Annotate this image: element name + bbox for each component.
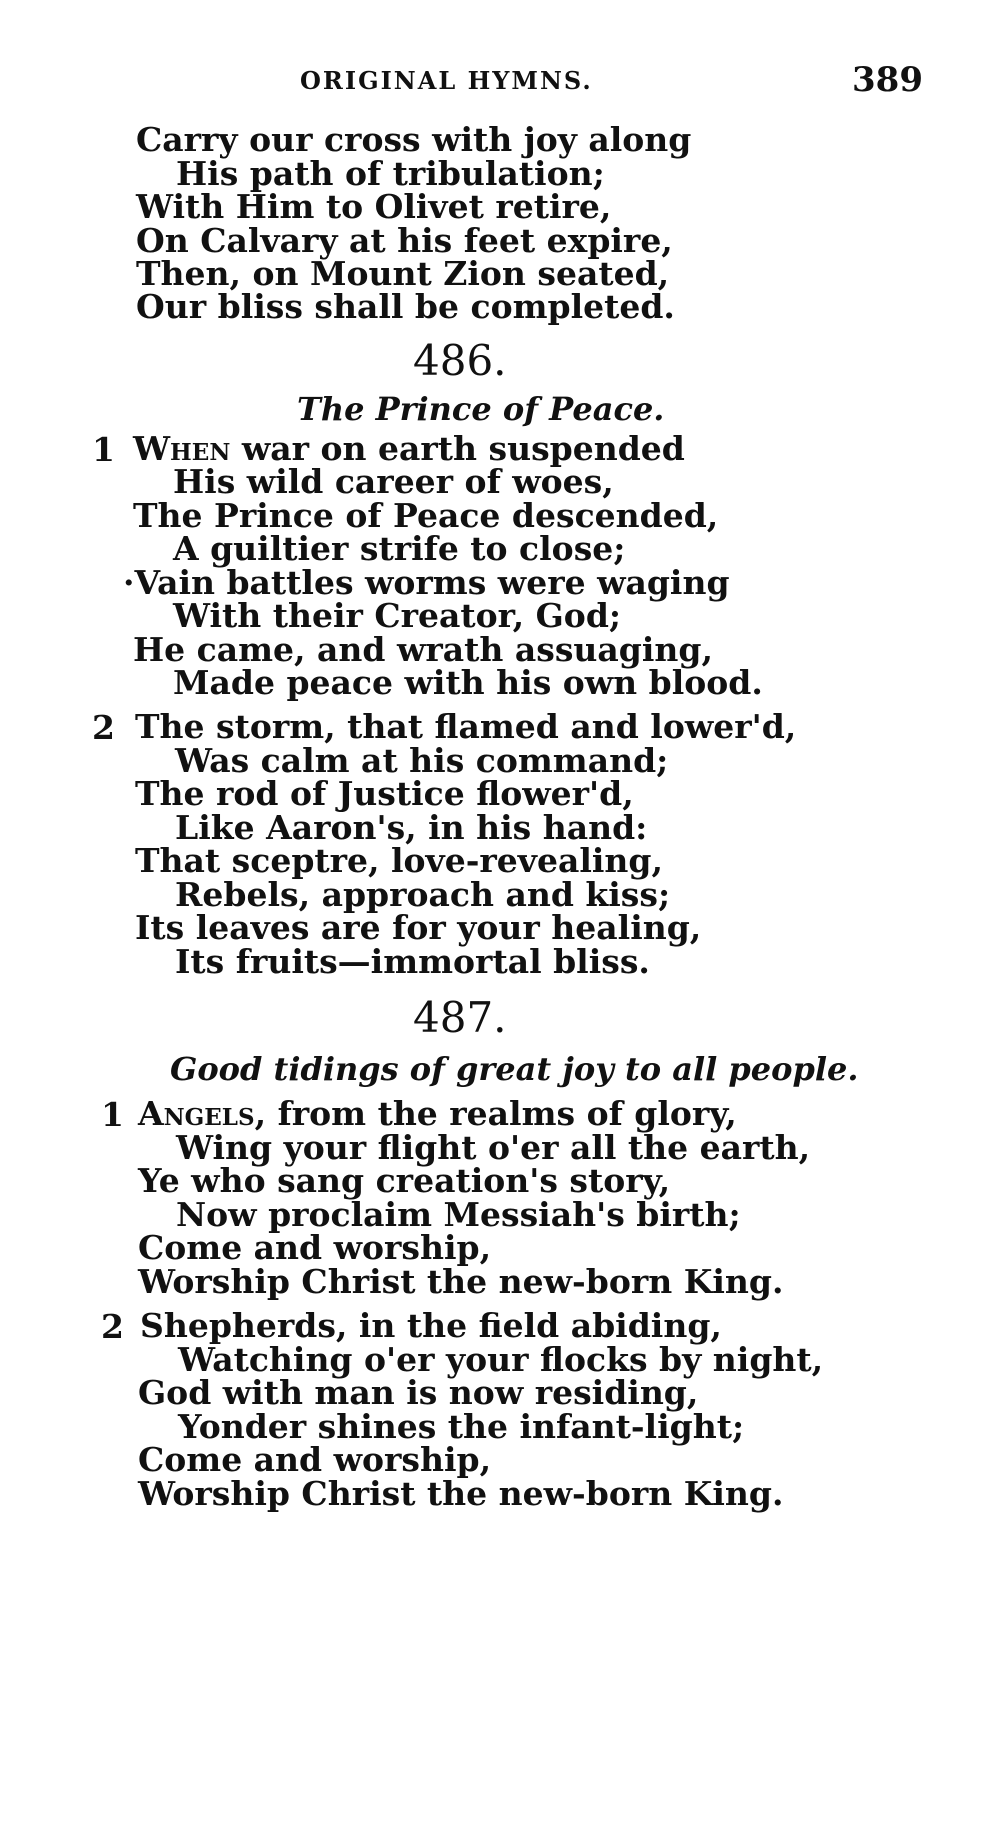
verse-line: Worship Christ the new-born King. <box>138 1262 784 1301</box>
verse-line: The rod of Justice flower'd, <box>135 774 634 813</box>
verse-line: Watching o'er your flocks by night, <box>178 1340 824 1379</box>
verse-line: The storm, that flamed and lower'd, <box>135 707 797 746</box>
hymn-number: 486. <box>413 336 507 385</box>
verse-line: His wild career of woes, <box>173 462 614 501</box>
verse-line: Its leaves are for your healing, <box>135 908 702 947</box>
verse-line: Yonder shines the infant-light; <box>178 1407 745 1446</box>
verse-line: The Prince of Peace descended, <box>133 496 719 535</box>
verse-line: Wing your flight o'er all the earth, <box>176 1128 811 1167</box>
verse-line: On Calvary at his feet expire, <box>136 221 673 260</box>
verse-line: Carry our cross with joy along <box>136 120 692 159</box>
verse-line: Ye who sang creation's story, <box>138 1161 671 1200</box>
hymn-number: 487. <box>413 993 507 1042</box>
verse-number: 2 <box>101 1307 124 1346</box>
verse-line: That sceptre, love-revealing, <box>135 841 663 880</box>
verse-line: With Him to Olivet retire, <box>136 187 612 226</box>
verse-line: God with man is now residing, <box>138 1373 699 1412</box>
verse-line: ·Vain battles worms were waging <box>123 563 730 602</box>
verse-number: 1 <box>101 1095 124 1134</box>
verse-line: Like Aaron's, in his hand: <box>175 808 648 847</box>
verse-line: Was calm at his command; <box>175 741 669 780</box>
verse-line: Our bliss shall be completed. <box>136 287 675 326</box>
verse-line: Then, on Mount Zion seated, <box>136 254 670 293</box>
verse-line: Rebels, approach and kiss; <box>175 875 671 914</box>
hymn-title: The Prince of Peace. <box>297 390 665 428</box>
verse-line: He came, and wrath assuaging, <box>133 630 713 669</box>
verse-first-rest: war on earth suspended <box>230 429 685 468</box>
verse-line: His path of tribulation; <box>176 154 605 193</box>
verse-line: Come and worship, <box>138 1440 492 1479</box>
verse-first-rest: , from the realms of glory, <box>254 1094 737 1133</box>
verse-line: A guiltier strife to close; <box>173 529 626 568</box>
running-head: ORIGINAL HYMNS. <box>300 66 593 95</box>
verse-line: Shepherds, in the field abiding, <box>140 1306 722 1345</box>
verse-line: Now proclaim Messiah's birth; <box>176 1195 741 1234</box>
verse-line: Come and worship, <box>138 1228 492 1267</box>
verse-line: With their Creator, God; <box>173 596 622 635</box>
verse-line: Made peace with his own blood. <box>173 663 763 702</box>
verse-first-word: When <box>133 429 231 468</box>
verse-line: Its fruits—immortal bliss. <box>175 942 650 981</box>
verse-number: 1 <box>92 430 115 469</box>
verse-number: 2 <box>92 708 115 747</box>
verse-line: Worship Christ the new-born King. <box>138 1474 784 1513</box>
verse-first-word: Angels <box>138 1094 255 1133</box>
page-number: 389 <box>852 60 923 100</box>
hymn-title: Good tidings of great joy to all people. <box>170 1050 859 1088</box>
